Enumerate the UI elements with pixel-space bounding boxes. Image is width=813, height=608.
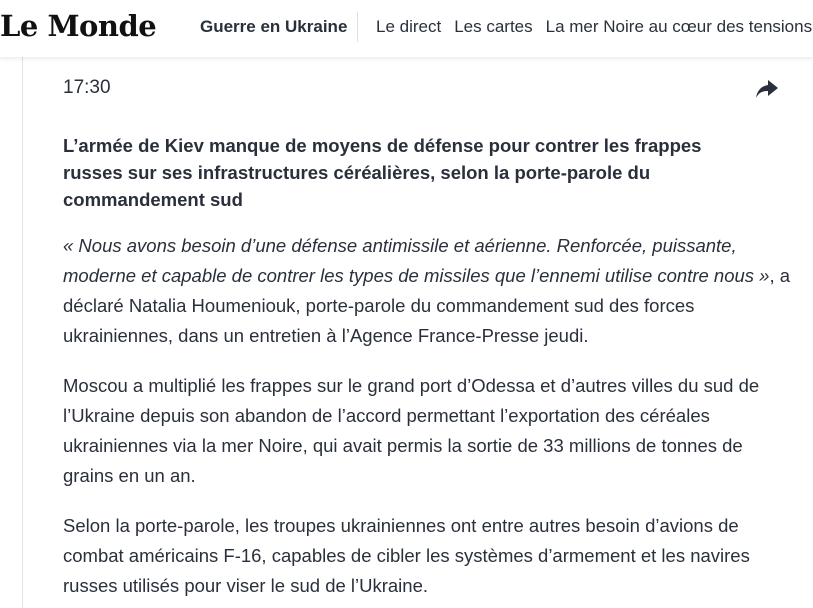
post-time: 17:30 <box>63 77 111 98</box>
nav-link-mer-noire[interactable]: La mer Noire au cœur des tensions <box>545 17 813 36</box>
paragraph-1-text: , a déclaré Natalia Houmeniouk, porte-parole du commandement sud des forces ukrainiennes, dans un entretien à l’Agence France-Presse jeudi. <box>63 265 791 346</box>
live-timeline-rule <box>22 57 23 608</box>
le-monde-logo[interactable]: Le Monde <box>0 9 157 43</box>
post-paragraph-1 <box>63 231 793 351</box>
quote-text: « Nous avons besoin d’une défense antimissile et aérienne. Renforcée, puissante, moderne et capable de contrer les types de missiles que l’ennemi utilise contre nous » <box>63 235 770 286</box>
post-headline: L’armée de Kiev manque de moyens de défense pour contrer les frappes russes sur ses infrastructures céréalières, selon la porte-parole du commandement sud <box>63 135 702 210</box>
share-arrow-icon-svg <box>754 78 780 100</box>
top-navigation-bar <box>0 0 813 57</box>
nav-divider <box>357 12 358 42</box>
nav-links <box>376 17 813 37</box>
post-paragraph-3: Selon la porte-parole, les troupes ukrainiennes ont entre autres besoin d’avions de combat américains F-16, capables de cibler les systèmes d’armement et les navires russes utilisés pour viser le sud de l’Ukraine. <box>63 515 750 596</box>
nav-link-guerre-en-ukraine[interactable]: Guerre en Ukraine <box>200 17 348 36</box>
nav-link-les-cartes[interactable]: Les cartes <box>454 17 533 36</box>
post-paragraph-2: Moscou a multiplié les frappes sur le grand port d’Odessa et d’autres villes du sud de l’Ukraine depuis son abandon de l’accord permettant l’exportation des céréales ukrainiennes via la mer Noire, qui avait permis la sortie de 33 millions de tonnes de grains en un an. <box>63 375 760 486</box>
share-arrow-icon[interactable] <box>754 78 780 100</box>
nav-link-le-direct[interactable]: Le direct <box>376 17 442 36</box>
